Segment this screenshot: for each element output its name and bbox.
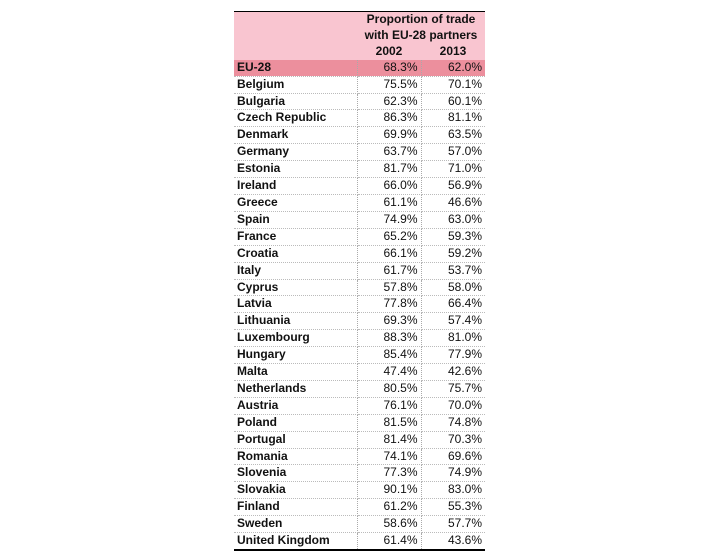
header-title: [357, 12, 485, 44]
value-2002-cell: 81.4%: [357, 431, 421, 448]
table-row: [234, 245, 485, 262]
value-2002-cell: 58.6%: [357, 516, 421, 533]
country-cell: Cyprus: [234, 279, 357, 296]
country-cell: Germany: [234, 144, 357, 161]
value-2013-cell: 53.7%: [421, 262, 485, 279]
country-cell: Latvia: [234, 296, 357, 313]
value-2013-cell: 60.1%: [421, 93, 485, 110]
value-2002-cell: 81.7%: [357, 161, 421, 178]
value-2013-cell: 63.5%: [421, 127, 485, 144]
country-cell: Czech Republic: [234, 110, 357, 127]
value-2002-cell: 62.3%: [357, 93, 421, 110]
value-2013-cell: 57.7%: [421, 516, 485, 533]
value-2002-cell: 69.9%: [357, 127, 421, 144]
value-2013-cell: 77.9%: [421, 347, 485, 364]
table-row: [234, 499, 485, 516]
header-line-1: Proportion of trade: [366, 12, 476, 26]
value-2013-cell: 46.6%: [421, 194, 485, 211]
value-2013-cell: 81.0%: [421, 330, 485, 347]
country-cell: Finland: [234, 499, 357, 516]
value-2002-cell: 90.1%: [357, 482, 421, 499]
table-row: [234, 482, 485, 499]
table-row: [234, 127, 485, 144]
country-cell: Spain: [234, 211, 357, 228]
value-2013-cell: 57.4%: [421, 313, 485, 330]
value-2002-cell: 74.9%: [357, 211, 421, 228]
value-2013-cell: 66.4%: [421, 296, 485, 313]
value-2002-cell: 61.4%: [357, 533, 421, 550]
country-cell: Malta: [234, 364, 357, 381]
value-2013-cell: 70.1%: [421, 76, 485, 93]
value-2002-cell: 47.4%: [357, 364, 421, 381]
table-row: [234, 76, 485, 93]
country-cell: Ireland: [234, 178, 357, 195]
table-row: [234, 194, 485, 211]
value-2002-cell: 86.3%: [357, 110, 421, 127]
value-2002-cell: 68.3%: [357, 60, 421, 76]
table-body: [234, 60, 485, 550]
country-cell: Romania: [234, 448, 357, 465]
country-cell: Portugal: [234, 431, 357, 448]
country-cell: Austria: [234, 397, 357, 414]
country-cell: Slovakia: [234, 482, 357, 499]
value-2002-cell: 75.5%: [357, 76, 421, 93]
value-2002-cell: 77.3%: [357, 465, 421, 482]
value-2013-cell: 74.9%: [421, 465, 485, 482]
value-2002-cell: 77.8%: [357, 296, 421, 313]
country-cell: Hungary: [234, 347, 357, 364]
country-cell: Sweden: [234, 516, 357, 533]
value-2002-cell: 74.1%: [357, 448, 421, 465]
table-row: [234, 313, 485, 330]
table-row: [234, 465, 485, 482]
value-2002-cell: 61.2%: [357, 499, 421, 516]
value-2013-cell: 55.3%: [421, 499, 485, 516]
country-cell: Greece: [234, 194, 357, 211]
table-row: [234, 296, 485, 313]
header-blank-cell: [234, 12, 357, 60]
value-2002-cell: 81.5%: [357, 414, 421, 431]
value-2013-cell: 59.2%: [421, 245, 485, 262]
value-2013-cell: 62.0%: [421, 60, 485, 76]
value-2013-cell: 43.6%: [421, 533, 485, 550]
country-cell: Croatia: [234, 245, 357, 262]
value-2002-cell: 85.4%: [357, 347, 421, 364]
table-row: [234, 431, 485, 448]
country-cell: Bulgaria: [234, 93, 357, 110]
aggregate-row: [234, 60, 485, 76]
country-cell: Belgium: [234, 76, 357, 93]
value-2013-cell: 81.1%: [421, 110, 485, 127]
table-row: [234, 330, 485, 347]
table-row: [234, 93, 485, 110]
value-2002-cell: 76.1%: [357, 397, 421, 414]
country-cell: Slovenia: [234, 465, 357, 482]
table-row: [234, 262, 485, 279]
value-2013-cell: 59.3%: [421, 228, 485, 245]
header-line-2: with EU-28 partners: [364, 27, 478, 42]
value-2013-cell: 83.0%: [421, 482, 485, 499]
value-2002-cell: 66.0%: [357, 178, 421, 195]
table-row: [234, 448, 485, 465]
year-2013-header: 2013: [421, 44, 485, 60]
value-2002-cell: 65.2%: [357, 228, 421, 245]
value-2002-cell: 88.3%: [357, 330, 421, 347]
table-row: [234, 397, 485, 414]
trade-proportion-table: [234, 11, 485, 551]
country-cell: Poland: [234, 414, 357, 431]
table-row: [234, 228, 485, 245]
country-cell: EU-28: [234, 60, 357, 76]
value-2013-cell: 75.7%: [421, 380, 485, 397]
value-2013-cell: 70.3%: [421, 431, 485, 448]
country-cell: Italy: [234, 262, 357, 279]
value-2002-cell: 80.5%: [357, 380, 421, 397]
table-row: [234, 347, 485, 364]
value-2013-cell: 42.6%: [421, 364, 485, 381]
value-2002-cell: 61.7%: [357, 262, 421, 279]
table-row: [234, 144, 485, 161]
country-cell: Lithuania: [234, 313, 357, 330]
table-row: [234, 161, 485, 178]
table-row: [234, 533, 485, 550]
value-2013-cell: 74.8%: [421, 414, 485, 431]
table-row: [234, 380, 485, 397]
table-row: [234, 364, 485, 381]
table-row: [234, 414, 485, 431]
value-2002-cell: 63.7%: [357, 144, 421, 161]
country-cell: Netherlands: [234, 380, 357, 397]
value-2013-cell: 69.6%: [421, 448, 485, 465]
value-2013-cell: 56.9%: [421, 178, 485, 195]
country-cell: Denmark: [234, 127, 357, 144]
table-row: [234, 110, 485, 127]
table-row: [234, 178, 485, 195]
year-2002-header: 2002: [357, 44, 421, 60]
value-2013-cell: 63.0%: [421, 211, 485, 228]
value-2002-cell: 66.1%: [357, 245, 421, 262]
table-row: [234, 516, 485, 533]
value-2013-cell: 58.0%: [421, 279, 485, 296]
value-2002-cell: 61.1%: [357, 194, 421, 211]
value-2013-cell: 70.0%: [421, 397, 485, 414]
country-cell: United Kingdom: [234, 533, 357, 550]
country-cell: France: [234, 228, 357, 245]
value-2002-cell: 57.8%: [357, 279, 421, 296]
value-2013-cell: 71.0%: [421, 161, 485, 178]
country-cell: Luxembourg: [234, 330, 357, 347]
table-row: [234, 211, 485, 228]
value-2002-cell: 69.3%: [357, 313, 421, 330]
value-2013-cell: 57.0%: [421, 144, 485, 161]
country-cell: Estonia: [234, 161, 357, 178]
table-row: [234, 279, 485, 296]
